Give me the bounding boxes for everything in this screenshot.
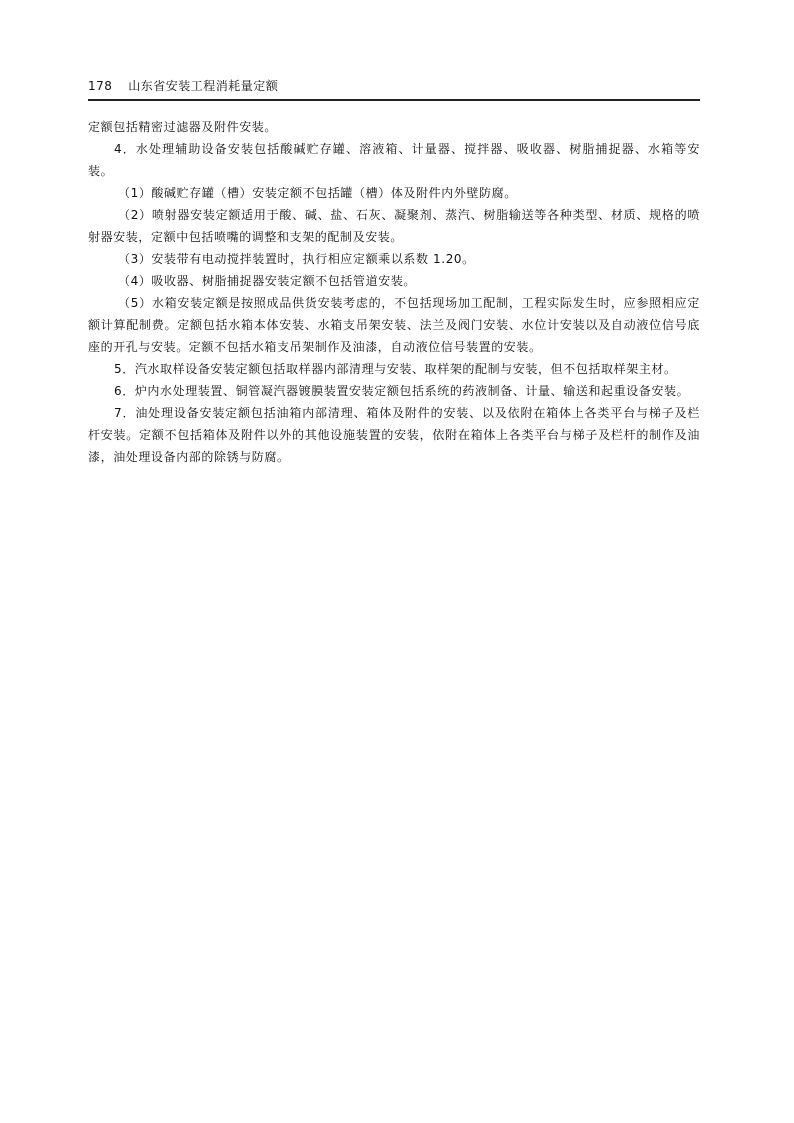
paragraph: 6．炉内水处理装置、铜管凝汽器镀膜装置安装定额包括系统的药液制备、计量、输送和起重设备安装。 [114,384,690,398]
paragraph: 5．汽水取样设备安装定额包括取样器内部清理与安装、取样架的配制与安装，但不包括取样架主材。 [114,362,677,376]
paragraph: 7．油处理设备安装定额包括油箱内部清理、箱体及附件的安装、以及依附在箱体上各类平台与梯子及栏杆安装。定额不包括箱体及附件以外的其他设施装置的安装，依附在箱体上各类平台与梯子及栏杆的制作及油漆，油处理设备内部的除锈与防腐。 [88,406,700,464]
paragraph: 4．水处理辅助设备安装包括酸碱贮存罐、溶液箱、计量器、搅拌器、吸收器、树脂捕捉器、水箱等安装。 [88,142,700,178]
page-number: 178 [88,79,113,93]
paragraph: （4）吸收器、树脂捕捉器安装定额不包括管道安装。 [118,274,417,288]
page-header [88,76,700,100]
header-rule [88,99,700,101]
body-text [88,116,700,468]
running-title: 山东省安装工程消耗量定额 [128,79,279,93]
paragraph: 定额包括精密过滤器及附件安装。 [88,120,278,134]
paragraph: （3）安装带有电动搅拌装置时，执行相应定额乘以系数 1.20。 [118,252,475,266]
paragraph: （5）水箱安装定额是按照成品供货安装考虑的，不包括现场加工配制，工程实际发生时，应参照相应定额计算配制费。定额包括水箱本体安装、水箱支吊架安装、法兰及阀门安装、水位计安装以及自动液位信号底座的开孔与安装。定额不包括水箱支吊架制作及油漆，自动液位信号装置的安装。 [88,296,700,354]
paragraph: （2）喷射器安装定额适用于酸、碱、盐、石灰、凝聚剂、蒸汽、树脂输送等各种类型、材质、规格的喷射器安装，定额中包括喷嘴的调整和支架的配制及安装。 [88,208,700,244]
paragraph: （1）酸碱贮存罐（槽）安装定额不包括罐（槽）体及附件内外壁防腐。 [118,186,517,200]
